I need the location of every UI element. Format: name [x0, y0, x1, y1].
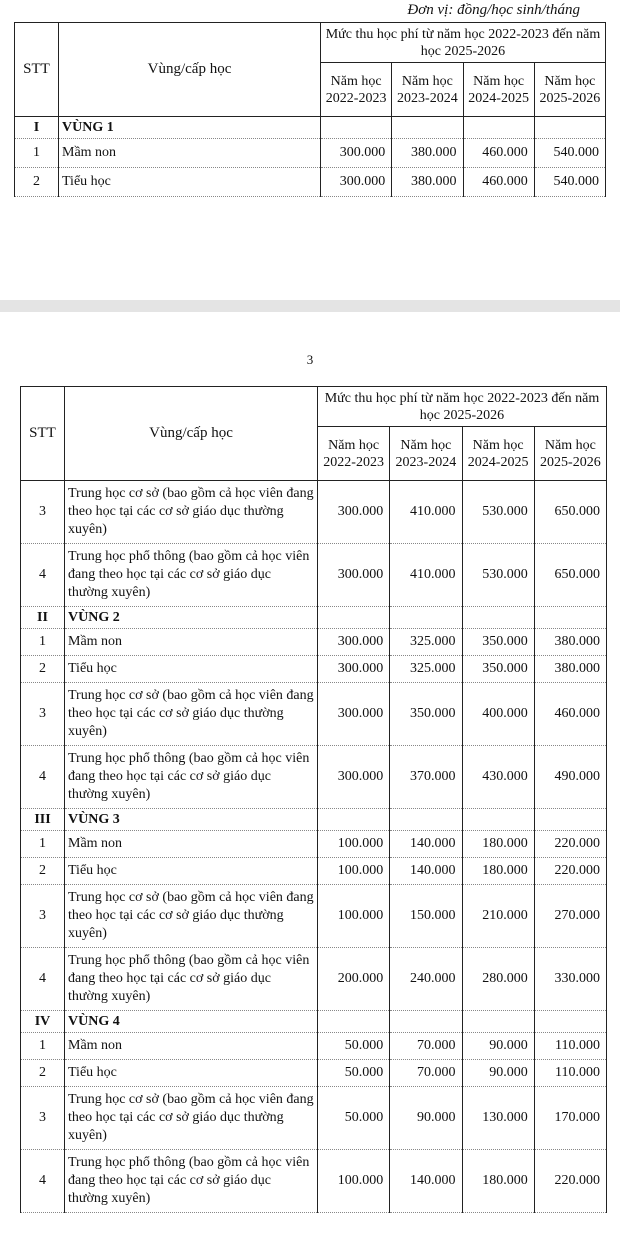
table-row: [21, 1087, 607, 1150]
fee-cell: 150.000: [390, 885, 462, 948]
fee-cell: 650.000: [534, 481, 606, 544]
fee-title-header: Mức thu học phí từ năm học 2022-2023 đến năm học 2025-2026: [318, 387, 607, 427]
stt-cell: 4: [21, 544, 65, 607]
level-name-cell: Trung học cơ sở (bao gồm cả học viên đang theo học tại các cơ sở giáo dục thường xuyên): [65, 481, 318, 544]
fee-cell: 140.000: [390, 831, 462, 858]
fee-cell: 460.000: [463, 139, 534, 168]
fee-cell: 170.000: [534, 1087, 606, 1150]
table-header: [15, 23, 606, 117]
fee-cell: 370.000: [390, 746, 462, 809]
region-name-cell: VÙNG 2: [65, 607, 318, 629]
fee-cell: [462, 1011, 534, 1033]
fee-cell: 100.000: [318, 885, 390, 948]
stt-header: STT: [15, 23, 59, 117]
document-page-2: [0, 312, 620, 1256]
table-row: [21, 683, 607, 746]
tuition-table-2: [20, 386, 607, 1213]
fee-cell: 350.000: [390, 683, 462, 746]
fee-cell: 350.000: [462, 656, 534, 683]
stt-cell: 1: [21, 1033, 65, 1060]
fee-cell: 540.000: [534, 168, 605, 197]
fee-cell: 180.000: [462, 831, 534, 858]
table-row: [15, 168, 606, 197]
stt-cell: 2: [21, 1060, 65, 1087]
fee-cell: [321, 117, 392, 139]
fee-cell: [534, 607, 606, 629]
fee-cell: 325.000: [390, 656, 462, 683]
table-body-2: [21, 481, 607, 1213]
fee-cell: 90.000: [390, 1087, 462, 1150]
fee-cell: 50.000: [318, 1087, 390, 1150]
fee-cell: 530.000: [462, 481, 534, 544]
table-row: [21, 656, 607, 683]
level-name-cell: Trung học cơ sở (bao gồm cả học viên đang theo học tại các cơ sở giáo dục thường xuyên): [65, 683, 318, 746]
year-header: Năm học 2023-2024: [390, 427, 462, 481]
table-row: [21, 948, 607, 1011]
fee-cell: 270.000: [534, 885, 606, 948]
fee-cell: 50.000: [318, 1033, 390, 1060]
table-row: [21, 831, 607, 858]
fee-cell: 380.000: [392, 168, 463, 197]
stt-cell: 4: [21, 746, 65, 809]
fee-cell: 300.000: [321, 168, 392, 197]
fee-cell: 220.000: [534, 858, 606, 885]
level-name-cell: Tiểu học: [65, 1060, 318, 1087]
document-page-1: [0, 0, 620, 300]
fee-cell: 300.000: [318, 683, 390, 746]
fee-cell: 180.000: [462, 1150, 534, 1213]
fee-cell: 130.000: [462, 1087, 534, 1150]
fee-cell: 490.000: [534, 746, 606, 809]
fee-cell: [462, 607, 534, 629]
table-row: [21, 885, 607, 948]
fee-cell: 300.000: [321, 139, 392, 168]
stt-cell: 4: [21, 1150, 65, 1213]
stt-cell: 3: [21, 885, 65, 948]
fee-cell: 100.000: [318, 831, 390, 858]
region-row: [21, 809, 607, 831]
table-row: [21, 1060, 607, 1087]
fee-cell: 300.000: [318, 746, 390, 809]
table-body-1: [15, 117, 606, 197]
fee-cell: 325.000: [390, 629, 462, 656]
level-name-cell: Tiểu học: [59, 168, 321, 197]
stt-header: STT: [21, 387, 65, 481]
fee-cell: 540.000: [534, 139, 605, 168]
fee-title-header: Mức thu học phí từ năm học 2022-2023 đến năm học 2025-2026: [321, 23, 606, 63]
stt-cell: 1: [21, 629, 65, 656]
tuition-table-1: [14, 22, 606, 197]
level-name-cell: Mầm non: [65, 629, 318, 656]
table-header: [21, 387, 607, 481]
stt-cell: 1: [15, 139, 59, 168]
year-header: Năm học 2022-2023: [321, 63, 392, 117]
fee-cell: [534, 809, 606, 831]
level-name-cell: Trung học phổ thông (bao gồm cả học viên đang theo học tại các cơ sở giáo dục thường xuyên): [65, 948, 318, 1011]
fee-cell: 380.000: [392, 139, 463, 168]
stt-cell: 2: [21, 656, 65, 683]
fee-cell: 460.000: [534, 683, 606, 746]
year-header: Năm học 2024-2025: [463, 63, 534, 117]
table-row: [21, 544, 607, 607]
fee-cell: 300.000: [318, 544, 390, 607]
fee-cell: [534, 1011, 606, 1033]
fee-cell: 220.000: [534, 831, 606, 858]
fee-cell: 410.000: [390, 481, 462, 544]
fee-cell: 300.000: [318, 481, 390, 544]
fee-cell: 300.000: [318, 629, 390, 656]
region-name-cell: VÙNG 1: [59, 117, 321, 139]
stt-cell: 3: [21, 481, 65, 544]
fee-cell: 330.000: [534, 948, 606, 1011]
level-name-cell: Tiểu học: [65, 858, 318, 885]
fee-cell: 100.000: [318, 1150, 390, 1213]
stt-cell: 3: [21, 1087, 65, 1150]
level-name-cell: Trung học phổ thông (bao gồm cả học viên đang theo học tại các cơ sở giáo dục thường xuyên): [65, 746, 318, 809]
year-header: Năm học 2024-2025: [462, 427, 534, 481]
page-separator: [0, 300, 620, 312]
fee-cell: [318, 809, 390, 831]
fee-cell: [390, 1011, 462, 1033]
table-row: [21, 1150, 607, 1213]
table-row: [21, 858, 607, 885]
unit-note: Đơn vị: đồng/học sinh/tháng: [407, 2, 580, 18]
level-name-cell: Mầm non: [65, 831, 318, 858]
fee-cell: 110.000: [534, 1033, 606, 1060]
fee-cell: 210.000: [462, 885, 534, 948]
fee-cell: 300.000: [318, 656, 390, 683]
fee-cell: 70.000: [390, 1060, 462, 1087]
fee-cell: 220.000: [534, 1150, 606, 1213]
table-row: [21, 1033, 607, 1060]
fee-cell: 430.000: [462, 746, 534, 809]
fee-cell: 70.000: [390, 1033, 462, 1060]
stt-cell: II: [21, 607, 65, 629]
table-row: [21, 746, 607, 809]
level-name-cell: Trung học phổ thông (bao gồm cả học viên đang theo học tại các cơ sở giáo dục thường xuyên): [65, 1150, 318, 1213]
year-header: Năm học 2023-2024: [392, 63, 463, 117]
fee-cell: 350.000: [462, 629, 534, 656]
stt-cell: 4: [21, 948, 65, 1011]
stt-cell: 3: [21, 683, 65, 746]
fee-cell: 410.000: [390, 544, 462, 607]
year-header: Năm học 2022-2023: [318, 427, 390, 481]
fee-cell: [390, 809, 462, 831]
fee-cell: 140.000: [390, 1150, 462, 1213]
stt-cell: III: [21, 809, 65, 831]
fee-cell: 400.000: [462, 683, 534, 746]
fee-cell: 650.000: [534, 544, 606, 607]
level-name-cell: Mầm non: [59, 139, 321, 168]
region-row: [21, 1011, 607, 1033]
level-header: Vùng/cấp học: [65, 387, 318, 481]
table-row: [21, 481, 607, 544]
fee-cell: [390, 607, 462, 629]
fee-cell: [318, 607, 390, 629]
fee-cell: 90.000: [462, 1060, 534, 1087]
fee-cell: 110.000: [534, 1060, 606, 1087]
region-name-cell: VÙNG 4: [65, 1011, 318, 1033]
stt-cell: 2: [21, 858, 65, 885]
page-number: 3: [306, 352, 314, 367]
fee-cell: 530.000: [462, 544, 534, 607]
fee-cell: 140.000: [390, 858, 462, 885]
fee-cell: 280.000: [462, 948, 534, 1011]
stt-cell: IV: [21, 1011, 65, 1033]
level-name-cell: Mầm non: [65, 1033, 318, 1060]
year-header: Năm học 2025-2026: [534, 63, 605, 117]
fee-cell: 180.000: [462, 858, 534, 885]
fee-cell: 200.000: [318, 948, 390, 1011]
level-name-cell: Tiểu học: [65, 656, 318, 683]
table-row: [21, 629, 607, 656]
fee-cell: 90.000: [462, 1033, 534, 1060]
level-name-cell: Trung học phổ thông (bao gồm cả học viên đang theo học tại các cơ sở giáo dục thường xuyên): [65, 544, 318, 607]
level-header: Vùng/cấp học: [59, 23, 321, 117]
fee-cell: 100.000: [318, 858, 390, 885]
table-row: [15, 139, 606, 168]
stt-cell: 2: [15, 168, 59, 197]
fee-cell: 380.000: [534, 656, 606, 683]
fee-cell: [318, 1011, 390, 1033]
region-row: [15, 117, 606, 139]
level-name-cell: Trung học cơ sở (bao gồm cả học viên đang theo học tại các cơ sở giáo dục thường xuyên): [65, 885, 318, 948]
region-row: [21, 607, 607, 629]
fee-cell: 240.000: [390, 948, 462, 1011]
fee-cell: 50.000: [318, 1060, 390, 1087]
fee-cell: 460.000: [463, 168, 534, 197]
fee-cell: 380.000: [534, 629, 606, 656]
fee-cell: [462, 809, 534, 831]
fee-cell: [392, 117, 463, 139]
stt-cell: 1: [21, 831, 65, 858]
region-name-cell: VÙNG 3: [65, 809, 318, 831]
stt-cell: I: [15, 117, 59, 139]
year-header: Năm học 2025-2026: [534, 427, 606, 481]
fee-cell: [534, 117, 605, 139]
level-name-cell: Trung học cơ sở (bao gồm cả học viên đang theo học tại các cơ sở giáo dục thường xuyên): [65, 1087, 318, 1150]
fee-cell: [463, 117, 534, 139]
